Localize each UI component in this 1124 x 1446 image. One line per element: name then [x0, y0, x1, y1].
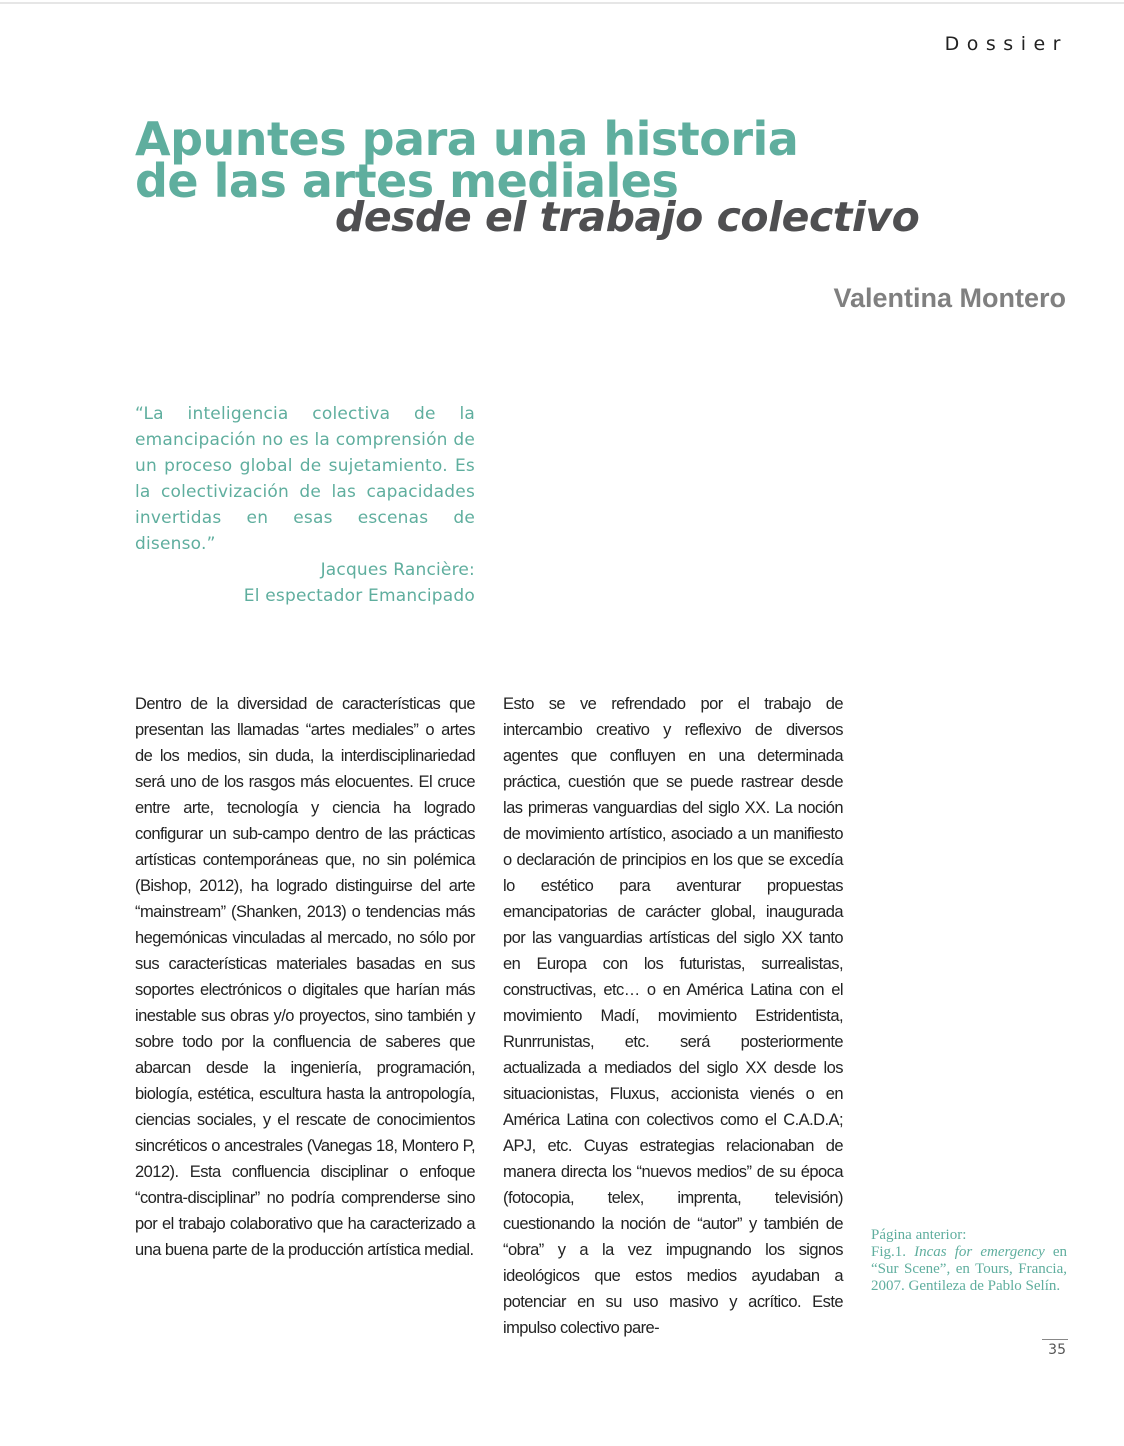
- epigraph-source-author: Jacques Rancière:: [320, 560, 475, 580]
- epigraph-source-work: El espectador Emancipado: [243, 586, 475, 606]
- body-column-left: Dentro de la diversidad de características que presentan las llamadas “artes mediales” o artes de los medios, sin duda, la interdisciplinariedad será uno de los rasgos más elocuentes. El cruce entre arte, tecnología y ciencia ha logrado configurar un sub-campo dentro de las prácticas artísticas contemporáneas que, no sin polémica (Bishop, 2012), ha logrado distinguirse del arte “mainstream” (Shanken, 2013) o tendencias más hegemónicas vinculadas al mercado, no sólo por sus características materiales basadas en sus soportes electrónicos o digitales que harían más inestable sus obras y/o proyectos, sino también y sobre todo por la confluencia de saberes que abarcan desde la ingeniería, programación, biología, estética, escultura hasta la antropología, ciencias sociales, y el rescate de conocimientos sincréticos o ancestrales (Vanegas 18, Montero P, 2012). Esta confluencia disciplinar o enfoque “contra-disciplinar” no podría comprenderse sino por el trabajo colaborativo que ha caracterizado a una buena parte de la producción artística medial.: [135, 695, 475, 1259]
- body-column-right: Esto se ve refrendado por el trabajo de intercambio creativo y reflexivo de diversos agentes que confluyen en una determinada práctica, cuestión que se puede rastrear desde las primeras vanguardias del siglo XX. La noción de movimiento artístico, asociado a un manifiesto o declaración de principios en los que se excedía lo estético para aventurar propuestas emancipatorias de carácter global, inaugurada por las vanguardias artísticas del siglo XX tanto en Europa con los futuristas, surrealistas, constructivas, etc… o en América Latina con el movimiento Madí, movimiento Estridentista, Runrrunistas, etc. será posteriormente actualizada a mediados del siglo XX desde los situacionistas, Fluxus, accionista vienés o en América Latina con colectivos como el C.A.D.A; APJ, etc. Cuyas estrategias relacionaban de manera directa los “nuevos medios” de su época (fotocopia, telex, imprenta, televisión) cuestionando la noción de “autor” y también de “obra” y a la vez impugnando los signos ideológicos que estos medios ayudaban a potenciar en su uso masivo y acrítico. Este impulso colectivo pare-: [503, 695, 843, 1337]
- article-subtitle: desde el trabajo colectivo: [335, 193, 920, 241]
- epigraph: [135, 401, 475, 609]
- caption-details: en “Sur Scene”, en Tours, Francia, 2007. Gentileza de Pablo Selín.: [871, 1244, 1068, 1294]
- caption-work-title: Incas for emergency: [914, 1244, 1045, 1260]
- title-line-1: Apuntes para una historia: [135, 112, 799, 166]
- section-label: Dossier: [944, 33, 1068, 55]
- figure-caption: [871, 1227, 1067, 1295]
- author-name: Valentina Montero: [833, 283, 1066, 313]
- page-number-rule: [1042, 1339, 1068, 1340]
- page-number: 35: [1048, 1342, 1066, 1358]
- title-line-2: de las artes mediales: [135, 154, 679, 208]
- caption-text: [871, 1244, 1067, 1295]
- caption-heading: Página anterior:: [871, 1227, 967, 1243]
- top-rule: [0, 2, 1124, 4]
- caption-fig-label: Fig.1.: [871, 1244, 907, 1260]
- article-title: [135, 112, 799, 208]
- epigraph-quote: “La inteligencia colectiva de la emancipación no es la comprensión de un proceso global de sujetamiento. Es la colectivización de las capacidades invertidas en esas escenas de disenso.”: [135, 404, 475, 554]
